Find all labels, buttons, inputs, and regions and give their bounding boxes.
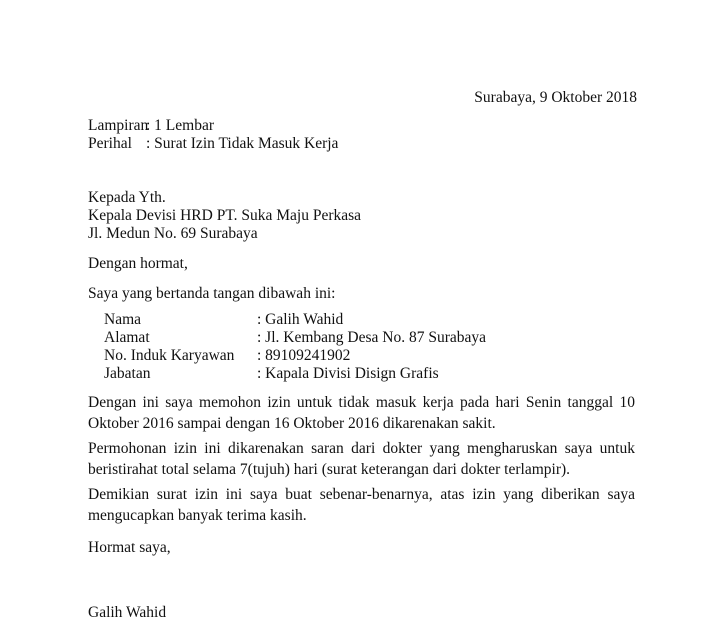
detail-label: Nama — [104, 311, 142, 328]
recipient-line-2: Kepala Devisi HRD PT. Suka Maju Perkasa — [88, 207, 362, 224]
perihal-value: : Surat Izin Tidak Masuk Kerja — [146, 135, 339, 152]
detail-label: Jabatan — [104, 365, 151, 382]
paragraph-request: Dengan ini saya memohon izin untuk tidak masuk kerja pada hari Senin tanggal 10 Oktober 2016 sampai dengan 16 Oktober 2016 dikarenakan sakit. — [88, 394, 635, 432]
letter-date: Surabaya, 9 Oktober 2018 — [474, 89, 637, 106]
lampiran-value: : 1 Lembar — [146, 117, 215, 134]
paragraph-reason: Permohonan izin ini dikarenakan saran dari dokter yang mengharuskan saya untuk beristirahat total selama 7(tujuh) hari (surat keterangan dari dokter terlampir). — [88, 440, 635, 478]
detail-value: : Kapala Divisi Disign Grafis — [257, 365, 439, 382]
detail-label: Alamat — [104, 329, 150, 346]
recipient-line-1: Kepada Yth. — [88, 189, 166, 206]
closing-salutation: Hormat saya, — [88, 539, 171, 556]
intro-text: Saya yang bertanda tangan dibawah ini: — [88, 285, 336, 302]
detail-value: : Jl. Kembang Desa No. 87 Surabaya — [257, 329, 487, 346]
paragraph-closing: Demikian surat izin ini saya buat sebenar-benarnya, atas izin yang diberikan saya mengucapkan banyak terima kasih. — [88, 486, 635, 524]
greeting: Dengan hormat, — [88, 255, 188, 272]
perihal-label: Perihal — [88, 135, 132, 152]
detail-value: : Galih Wahid — [257, 311, 344, 328]
detail-row-alamat — [104, 329, 486, 347]
detail-label: No. Induk Karyawan — [104, 347, 235, 364]
lampiran-row — [88, 116, 214, 136]
detail-row-jabatan — [104, 365, 439, 383]
recipient-line-3: Jl. Medun No. 69 Surabaya — [88, 225, 258, 242]
detail-row-nik — [104, 347, 350, 365]
perihal-row — [88, 134, 338, 154]
detail-value: : 89109241902 — [257, 347, 351, 364]
signature-name: Galih Wahid — [88, 604, 167, 621]
lampiran-label: Lampiran — [88, 117, 149, 134]
detail-row-nama — [104, 311, 343, 329]
